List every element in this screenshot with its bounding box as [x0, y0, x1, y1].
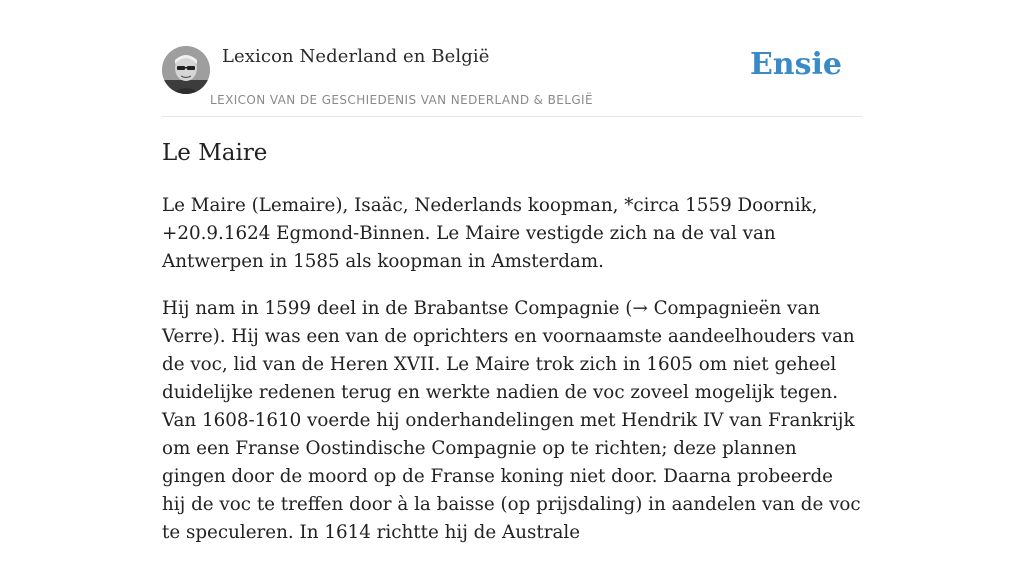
site-name[interactable]: Lexicon Nederland en België [222, 46, 490, 67]
author-avatar[interactable] [162, 46, 210, 94]
page-title: Le Maire [162, 140, 268, 166]
article-paragraph-2: Hij nam in 1599 deel in de Brabantse Compagnie (→ Compagnieën van Verre). Hij was een van de oprichters en voornaamste aandeelhouders van de voc, lid van de Heren XVII. Le Maire trok zich in 1605 om niet geheel duidelijke redenen terug en werkte nadien de voc zoveel mogelijk tegen. Van 1608-1610 voerde hij onderhandelingen met Hendrik IV van Frankrijk om een Franse Oostindische Compagnie op te richten; deze plannen gingen door de moord op de Franse koning niet door. Daarna probeerde hij de voc te treffen door à la baisse (op prijsdaling) in aandelen van de voc te speculeren. In 1614 richtte hij de Australe [162, 298, 861, 543]
ensie-logo-link[interactable]: Ensie [749, 47, 842, 82]
site-subtitle: LEXICON VAN DE GESCHIEDENIS VAN NEDERLAND & BELGIË [210, 93, 593, 107]
site-header [162, 0, 862, 117]
article-body [162, 192, 862, 566]
avatar-portrait-icon [162, 46, 210, 94]
page-container [162, 0, 862, 543]
article-paragraph-1: Le Maire (Lemaire), Isaäc, Nederlands koopman, *circa 1559 Doornik, +20.9.1624 Egmond-Binnen. Le Maire vestigde zich na de val van Antwerpen in 1585 als koopman in Amsterdam. [162, 195, 818, 272]
